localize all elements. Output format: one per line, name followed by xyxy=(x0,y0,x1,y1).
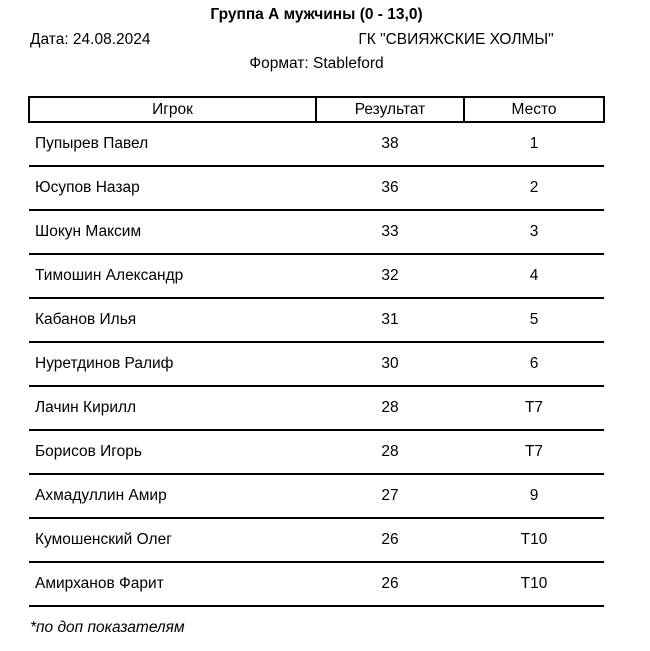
place-cell: Т10 xyxy=(464,518,604,562)
place-cell: Т10 xyxy=(464,562,604,606)
table-row xyxy=(29,166,604,210)
date-label: Дата: 24.08.2024 xyxy=(30,31,151,48)
place-cell: 5 xyxy=(464,298,604,342)
result-cell: 26 xyxy=(316,518,464,562)
page-title: Группа А мужчины (0 - 13,0) xyxy=(210,6,423,23)
result-cell: 26 xyxy=(316,562,464,606)
table-row xyxy=(29,562,604,606)
player-name-cell: Ахмадуллин Амир xyxy=(29,474,316,518)
result-cell: 32 xyxy=(316,254,464,298)
player-name-cell: Амирханов Фарит xyxy=(29,562,316,606)
column-header-result: Результат xyxy=(316,97,464,122)
table-row xyxy=(29,298,604,342)
player-name-cell: Юсупов Назар xyxy=(29,166,316,210)
table-row xyxy=(29,518,604,562)
result-cell: 28 xyxy=(316,386,464,430)
result-cell: 31 xyxy=(316,298,464,342)
place-cell: 6 xyxy=(464,342,604,386)
place-cell: 1 xyxy=(464,122,604,166)
place-cell: Т7 xyxy=(464,386,604,430)
player-name-cell: Шокун Максим xyxy=(29,210,316,254)
table-row xyxy=(29,430,604,474)
table-row xyxy=(29,474,604,518)
table-row xyxy=(29,210,604,254)
place-cell: 4 xyxy=(464,254,604,298)
player-name-cell: Борисов Игорь xyxy=(29,430,316,474)
table-row xyxy=(29,122,604,166)
meta-row xyxy=(30,31,603,51)
table-row xyxy=(29,342,604,386)
result-cell: 38 xyxy=(316,122,464,166)
result-cell: 27 xyxy=(316,474,464,518)
place-cell: 9 xyxy=(464,474,604,518)
place-cell: 3 xyxy=(464,210,604,254)
results-table-header xyxy=(29,97,604,122)
format-label: Формат: Stableford xyxy=(249,55,384,72)
player-name-cell: Тимошин Александр xyxy=(29,254,316,298)
player-name-cell: Нуретдинов Ралиф xyxy=(29,342,316,386)
results-table xyxy=(28,96,605,607)
table-row xyxy=(29,254,604,298)
player-name-cell: Кабанов Илья xyxy=(29,298,316,342)
player-name-cell: Пупырев Павел xyxy=(29,122,316,166)
table-row xyxy=(29,386,604,430)
result-cell: 33 xyxy=(316,210,464,254)
result-cell: 36 xyxy=(316,166,464,210)
result-cell: 28 xyxy=(316,430,464,474)
result-cell: 30 xyxy=(316,342,464,386)
player-name-cell: Кумошенский Олег xyxy=(29,518,316,562)
place-cell: Т7 xyxy=(464,430,604,474)
results-table-body xyxy=(29,122,604,606)
player-name-cell: Лачин Кирилл xyxy=(29,386,316,430)
column-header-place: Место xyxy=(464,97,604,122)
club-name: ГК "СВИЯЖСКИЕ ХОЛМЫ" xyxy=(358,31,554,48)
column-header-player: Игрок xyxy=(29,97,316,122)
place-cell: 2 xyxy=(464,166,604,210)
footnote: *по доп показателям xyxy=(30,619,185,636)
